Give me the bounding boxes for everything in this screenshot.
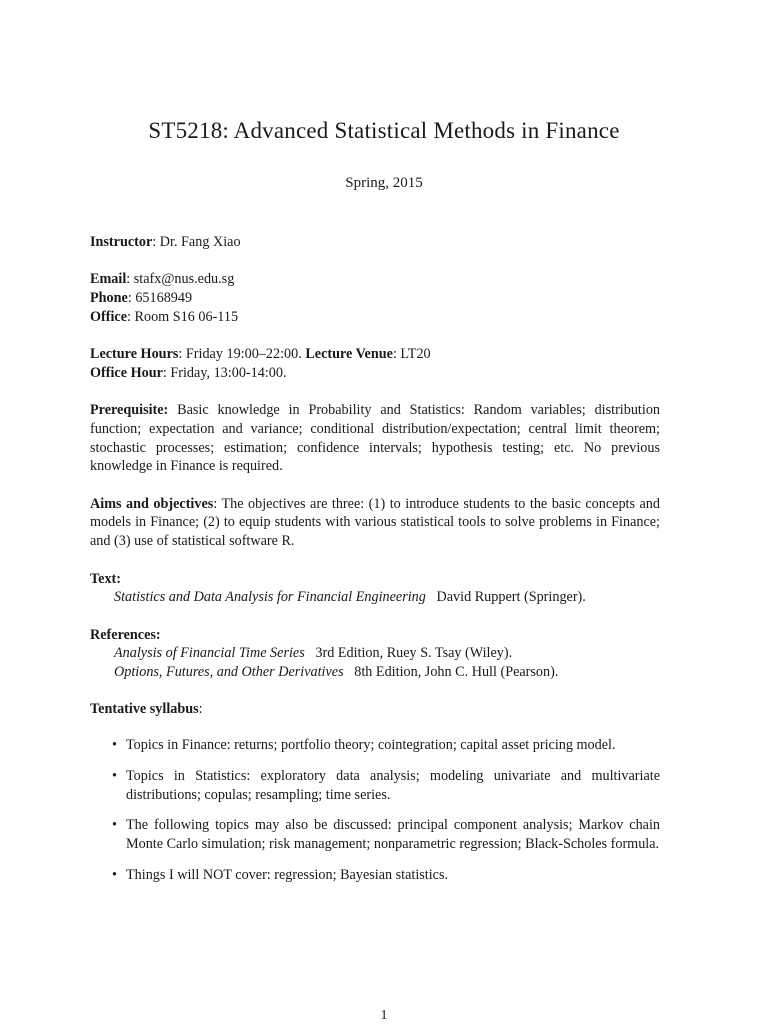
page-title: ST5218: Advanced Statistical Methods in Finance bbox=[148, 118, 620, 143]
page-number: 1 bbox=[380, 1008, 388, 1023]
instructor-line bbox=[90, 233, 660, 252]
document-body bbox=[90, 233, 660, 896]
reference-entry bbox=[90, 663, 660, 682]
office-line bbox=[90, 308, 660, 327]
text-book-details: David Ruppert (Springer). bbox=[436, 589, 586, 606]
syllabus-label-suffix: : bbox=[198, 701, 203, 718]
phone-value: : 65168949 bbox=[127, 290, 193, 307]
references-heading bbox=[90, 626, 660, 645]
syllabus-item bbox=[90, 816, 660, 853]
prerequisite-label: Prerequisite: bbox=[90, 402, 169, 419]
text-book-title: Statistics and Data Analysis for Financial Engineering bbox=[114, 589, 426, 606]
syllabus-heading bbox=[90, 700, 660, 719]
office-hour-line bbox=[90, 364, 660, 383]
reference-details: 3rd Edition, Ruey S. Tsay (Wiley). bbox=[315, 645, 513, 662]
aims-label: Aims and objectives bbox=[90, 495, 214, 512]
email-value: : stafx@nus.edu.sg bbox=[126, 271, 235, 288]
page-subtitle: Spring, 2015 bbox=[345, 175, 423, 191]
aims-paragraph bbox=[90, 495, 660, 551]
text-label: Text: bbox=[90, 570, 121, 587]
reference-details: 8th Edition, John C. Hull (Pearson). bbox=[354, 664, 559, 681]
prerequisite-paragraph bbox=[90, 401, 660, 476]
syllabus-item bbox=[90, 736, 660, 755]
syllabus-label: Tentative syllabus bbox=[90, 701, 199, 718]
instructor-value: : Dr. Fang Xiao bbox=[152, 234, 241, 250]
lecture-hours-label: Lecture Hours bbox=[90, 346, 179, 363]
syllabus-item bbox=[90, 767, 660, 804]
text-heading bbox=[90, 570, 660, 589]
references-label: References: bbox=[90, 626, 161, 643]
bullet-icon: • bbox=[112, 817, 117, 834]
phone-line bbox=[90, 289, 660, 308]
lecture-venue-label: Lecture Venue bbox=[305, 346, 393, 363]
office-hour-value: : Friday, 13:00-14:00. bbox=[162, 364, 287, 381]
office-value: : Room S16 06-115 bbox=[127, 308, 239, 325]
syllabus-item bbox=[90, 866, 660, 885]
bullet-icon: • bbox=[112, 866, 117, 883]
aims-text: : The objectives are three: (1) to introduce students to the basic concepts and models in Finance; (2) to equip students with various statistical tools to solve problems in Finance; and (3) use of statistical software R. bbox=[90, 495, 660, 550]
bullet-icon: • bbox=[112, 767, 117, 784]
lecture-venue-value: : LT20 bbox=[392, 346, 431, 363]
reference-entry bbox=[90, 644, 660, 663]
syllabus-item-text: The following topics may also be discussed: principal component analysis; Markov chain Monte Carlo simulation; risk management; nonparametric regression; Black-Scholes formula. bbox=[126, 817, 660, 852]
syllabus-item-text: Things I will NOT cover: regression; Bayesian statistics. bbox=[126, 866, 449, 883]
syllabus-item-text: Topics in Statistics: exploratory data analysis; modeling univariate and multivariate distributions; copulas; resampling; time series. bbox=[126, 767, 660, 803]
phone-label: Phone bbox=[90, 290, 128, 307]
email-label: Email bbox=[90, 271, 127, 288]
prerequisite-text: Basic knowledge in Probability and Statistics: Random variables; distribution function; expectation and variance; conditional distribution/expectation; central limit theorem; stochastic processes; estimation; confidence intervals; hypothesis testing; etc. No previous knowledge in Finance is required. bbox=[90, 402, 661, 475]
bullet-icon: • bbox=[112, 737, 117, 754]
office-label: Office bbox=[90, 308, 128, 325]
office-hour-label: Office Hour bbox=[90, 364, 163, 381]
syllabus-list bbox=[90, 736, 660, 884]
text-book-entry bbox=[90, 588, 660, 607]
reference-title: Options, Futures, and Other Derivatives bbox=[114, 664, 344, 681]
instructor-label: Instructor bbox=[90, 234, 153, 250]
syllabus-item-text: Topics in Finance: returns; portfolio theory; cointegration; capital asset pricing model. bbox=[126, 737, 616, 754]
reference-title: Analysis of Financial Time Series bbox=[114, 645, 305, 662]
email-line bbox=[90, 270, 660, 289]
lecture-line bbox=[90, 345, 660, 364]
lecture-hours-value: : Friday 19:00–22:00. bbox=[178, 346, 302, 363]
